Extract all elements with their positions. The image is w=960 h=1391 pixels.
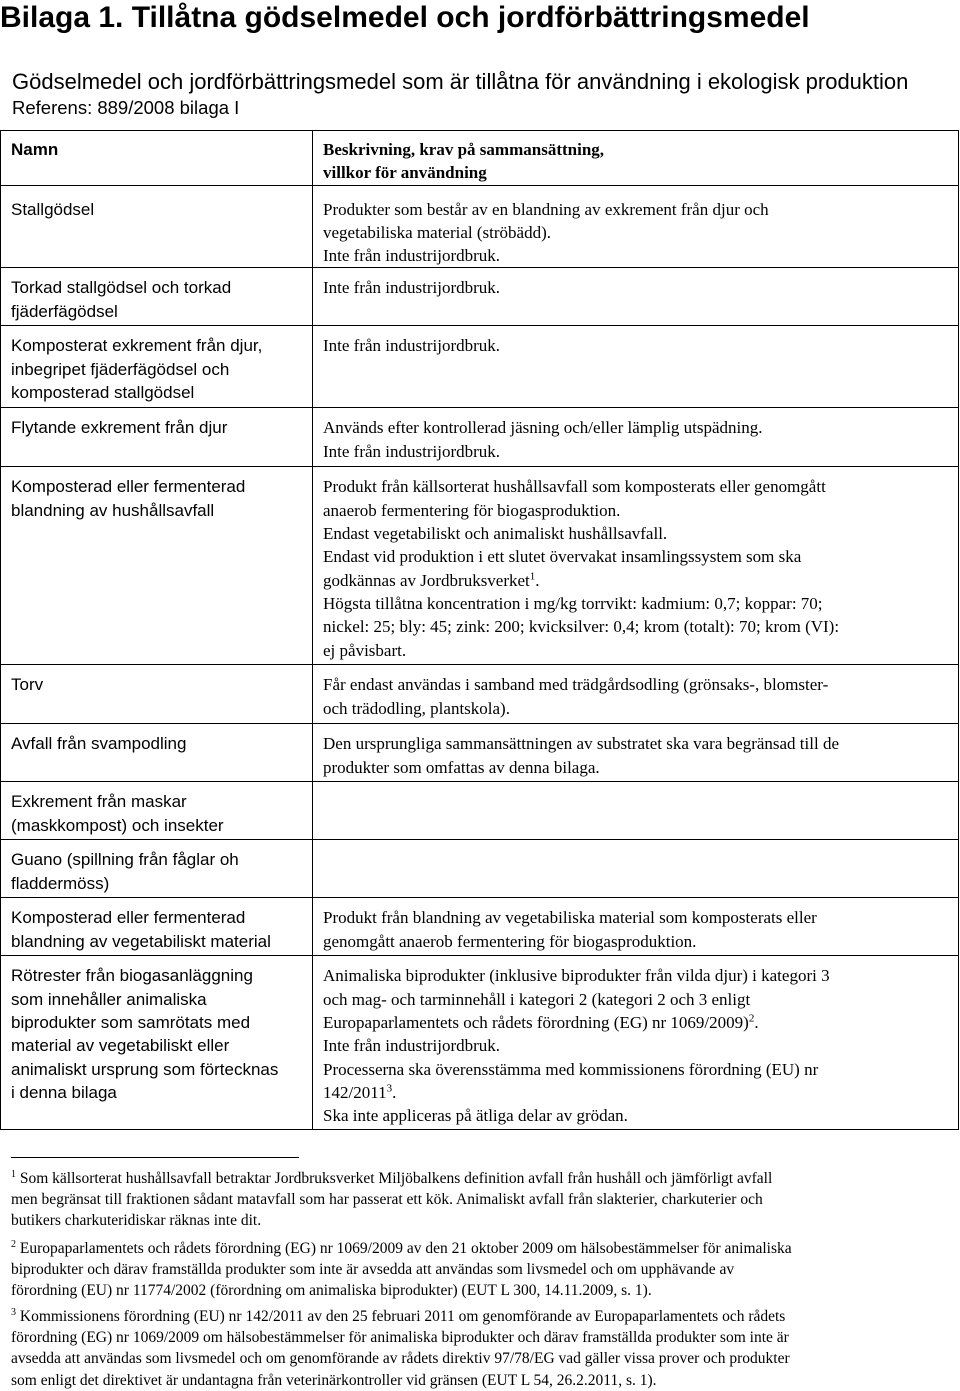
table-row: [1, 840, 959, 898]
table-row: [1, 326, 959, 408]
desc-text: Får endast användas i samband med trädgårdsodling (grönsaks-, blomster-: [323, 675, 829, 695]
name-cell: [1, 665, 313, 724]
header-desc-cell: [313, 131, 959, 186]
desc-cell: [313, 724, 959, 782]
footnote-ref[interactable]: 1: [529, 570, 536, 583]
footnote-text: förordning (EU) nr 11774/2002 (förordning om animaliska biprodukter) (EUT L 300, 14.11.2009, s. 1).: [11, 1282, 652, 1300]
desc-text: Ska inte appliceras på ätliga delar av grödan.: [323, 1106, 628, 1126]
footnote-divider: [11, 1157, 299, 1158]
table-row: [1, 956, 959, 1130]
desc-line: [323, 198, 948, 221]
name-cell: [1, 408, 313, 467]
desc-line: [323, 1104, 948, 1127]
desc-text: Animaliska biprodukter (inklusive biprodukter från vilda djur) i kategori 3: [323, 966, 830, 986]
desc-text: Den ursprungliga sammansättningen av substratet ska vara begränsad till de: [323, 734, 839, 754]
desc-line: [323, 988, 948, 1011]
table-row: [1, 408, 959, 467]
footnote-text: som enligt det direktivet är undantagna från veterinärkontroller vid gränsen (EUT L 54, 26.2.2011, s. 1).: [11, 1371, 657, 1389]
desc-text: Inte från industrijordbruk.: [323, 246, 501, 266]
name-line: som innehåller animaliska: [11, 989, 207, 1009]
footnote-line: [11, 1259, 792, 1280]
name-cell: [1, 724, 313, 782]
footnote-text: förordning (EG) nr 1069/2009 om hälsobestämmelser för animaliska biprodukter och därav framställda produkter som inte är: [11, 1329, 789, 1347]
desc-text: produkter som omfattas av denna bilaga.: [323, 757, 600, 777]
name-line: inbegripet fjäderfägödsel och: [11, 359, 230, 379]
name-cell: [1, 956, 313, 1130]
name-line: Flytande exkrement från djur: [11, 418, 228, 438]
name-cell: [1, 782, 313, 840]
name-line: blandning av vegetabiliskt material: [11, 931, 271, 951]
footnote-ref[interactable]: 2: [748, 1012, 755, 1025]
name-line: Stallgödsel: [11, 199, 95, 219]
desc-text: anaerob fermentering för biogasproduktion.: [323, 500, 621, 520]
page-subtitle: Gödselmedel och jordförbättringsmedel som är tillåtna för användning i ekologisk produktion: [12, 69, 909, 94]
desc-text: Inte från industrijordbruk.: [323, 336, 501, 356]
desc-text: Produkt från blandning av vegetabiliska material som komposterats eller: [323, 908, 817, 928]
desc-cell: [313, 408, 959, 467]
footnote-text: Kommissionens förordning (EU) nr 142/2011 av den 25 februari 2011 om genomförande av Europaparlamentets och rådets: [19, 1308, 786, 1325]
desc-line: [323, 964, 948, 987]
footnote-text: avsedda att användas som livsmedel och om genomförande av rådets direktiv 97/78/EG vad gäller vissa prover och produkter: [11, 1350, 790, 1368]
footnote-number: 2: [11, 1238, 16, 1250]
desc-line: [323, 276, 948, 299]
name-line: Komposterad eller fermenterad: [11, 477, 246, 497]
footnote-number: 1: [11, 1168, 16, 1180]
name-line: blandning av hushållsavfall: [11, 500, 215, 520]
footnote-text: biprodukter och därav framställda produkter som inte är avsedda att användas som livsmedel och om upphävande av: [11, 1261, 735, 1279]
table-row: [1, 185, 959, 268]
desc-cell: [313, 956, 959, 1130]
desc-line: [323, 522, 948, 545]
desc-line: godkännas av Jordbruksverket$^1$.: [323, 570, 540, 590]
desc-text: Inte från industrijordbruk.: [323, 441, 501, 461]
desc-cell: [313, 185, 959, 268]
footnote: [11, 1306, 790, 1391]
name-cell: [1, 840, 313, 898]
desc-text: Endast vegetabiliskt och animaliskt hushållsavfall.: [323, 524, 668, 544]
desc-cell: [313, 467, 959, 665]
footnote-text: butikers charkuteridiskar räknas inte dit.: [11, 1212, 262, 1230]
desc-line: [323, 545, 948, 568]
footnote-text: Som källsorterat hushållsavfall betraktar Jordbruksverket Miljöbalkens definition avfall från hushåll och jämförligt avfall: [19, 1170, 773, 1187]
footnote-line: [11, 1210, 772, 1231]
name-line: Torv: [11, 675, 44, 695]
footnote-ref[interactable]: 3: [386, 1082, 393, 1095]
desc-cell: [313, 665, 959, 724]
footnote-line: [11, 1238, 792, 1259]
desc-text: nickel: 25; bly: 45; zink: 200; kvicksilver: 0,4; krom (totalt): 70; krom (VI):: [323, 617, 840, 637]
name-cell: [1, 268, 313, 326]
name-line: Komposterat exkrement från djur,: [11, 336, 263, 356]
desc-text: Används efter kontrollerad jäsning och/eller lämplig utspädning.: [323, 418, 763, 438]
name-line: fladdermöss): [11, 873, 110, 893]
name-line: Rötrester från biogasanläggning: [11, 966, 253, 986]
desc-cell: [313, 326, 959, 408]
name-line: material av vegetabiliskt eller: [11, 1036, 230, 1056]
footnote-text: men begränsat till fraktionen sådant matavfall som har passerat ett kök. Animaliskt avfall från slakterier, charkuterier och: [11, 1191, 763, 1209]
name-line: Avfall från svampodling: [11, 734, 187, 754]
header-desc-line: Beskrivning, krav på sammansättning,: [323, 140, 605, 159]
table-row: [1, 665, 959, 724]
desc-line: [323, 906, 948, 929]
name-line: Komposterad eller fermenterad: [11, 908, 246, 928]
footnote: [11, 1238, 792, 1302]
desc-line: [323, 930, 948, 953]
desc-line: [323, 673, 948, 696]
name-cell: [1, 898, 313, 956]
desc-text: genomgått anaerob fermentering för biogasproduktion.: [323, 931, 697, 951]
name-line: fjäderfägödsel: [11, 301, 118, 321]
table-row: [1, 467, 959, 665]
desc-text: Inte från industrijordbruk.: [323, 1036, 501, 1056]
footnote-line: [11, 1370, 790, 1391]
desc-line: [323, 499, 948, 522]
name-cell: [1, 326, 313, 408]
desc-line: [323, 475, 948, 498]
page-title: Bilaga 1. Tillåtna gödselmedel och jordförbättringsmedel: [0, 1, 810, 34]
desc-text: och mag- och tarminnehåll i kategori 2 (kategori 2 och 3 enligt: [323, 989, 751, 1009]
desc-text: Endast vid produktion i ett slutet övervakat insamlingssystem som ska: [323, 547, 802, 567]
footnote-line: [11, 1168, 772, 1189]
footnote-line: [11, 1189, 772, 1210]
desc-line: Europaparlamentets och rådets förordning (EG) nr 1069/2009)$^2$.: [323, 1012, 759, 1033]
desc-text: vegetabiliska material (ströbädd).: [323, 222, 551, 242]
footnote-line: [11, 1348, 790, 1369]
desc-line: [323, 1058, 948, 1081]
desc-line: [323, 416, 948, 439]
desc-text: ej påvisbart.: [323, 640, 407, 660]
footnote-line: [11, 1280, 792, 1301]
name-line: komposterad stallgödsel: [11, 383, 195, 403]
name-cell: [1, 185, 313, 268]
reference: Referens: 889/2008 bilaga I: [12, 97, 240, 118]
name-line: animaliskt ursprung som förtecknas: [11, 1059, 279, 1079]
desc-line: [323, 592, 948, 615]
name-cell: [1, 467, 313, 665]
desc-line: [323, 244, 948, 267]
desc-text: Produkt från källsorterat hushållsavfall som komposterats eller genomgått: [323, 477, 826, 497]
desc-text: och trädodling, plantskola).: [323, 698, 510, 718]
header-desc-line: villkor för användning: [323, 163, 487, 183]
desc-line: [323, 1034, 948, 1057]
desc-line: [323, 440, 948, 463]
desc-cell: [313, 898, 959, 956]
footnote-line: [11, 1327, 790, 1348]
desc-text: Produkter som består av en blandning av exkrement från djur och: [323, 199, 769, 219]
footnote: [11, 1168, 772, 1232]
desc-cell: [313, 268, 959, 326]
table-row: [1, 268, 959, 326]
desc-text: godkännas av Jordbruksverket: [323, 570, 530, 590]
desc-text: Europaparlamentets och rådets förordning (EG) nr 1069/2009): [323, 1013, 749, 1033]
name-line: Torkad stallgödsel och torkad: [11, 278, 232, 298]
table-row: [1, 898, 959, 956]
table-row: [1, 724, 959, 782]
desc-line: [323, 221, 948, 244]
desc-text: 142/2011: [323, 1082, 387, 1102]
desc-line: [323, 697, 948, 720]
name-line: Guano (spillning från fåglar oh: [11, 850, 239, 870]
fertilizer-table: [0, 130, 959, 1130]
desc-cell: [313, 840, 959, 898]
footnote-line: [11, 1306, 790, 1327]
desc-line: 142/2011$^3$.: [323, 1082, 397, 1102]
desc-cell: [313, 782, 959, 840]
desc-line: [323, 732, 948, 755]
desc-text: Processerna ska överensstämma med kommissionens förordning (EU) nr: [323, 1059, 819, 1079]
table-header-row: [1, 131, 959, 186]
desc-line: [323, 615, 948, 638]
name-line: Exkrement från maskar: [11, 792, 187, 812]
header-name-cell: [1, 131, 313, 186]
desc-line: [323, 639, 948, 662]
footnote-text: Europaparlamentets och rådets förordning (EG) nr 1069/2009 av den 21 oktober 2009 om hälsobestämmelser för animaliska: [19, 1240, 792, 1257]
desc-line: [323, 334, 948, 357]
desc-text: Inte från industrijordbruk.: [323, 278, 501, 298]
desc-text: Högsta tillåtna koncentration i mg/kg torrvikt: kadmium: 0,7; koppar: 70;: [323, 593, 823, 613]
footnote-number: 3: [11, 1306, 16, 1318]
name-line: (maskkompost) och insekter: [11, 815, 224, 835]
table-row: [1, 782, 959, 840]
name-line: i denna bilaga: [11, 1082, 117, 1102]
header-name: Namn: [11, 140, 59, 159]
name-line: biprodukter som samrötats med: [11, 1013, 251, 1033]
desc-line: [323, 756, 948, 779]
